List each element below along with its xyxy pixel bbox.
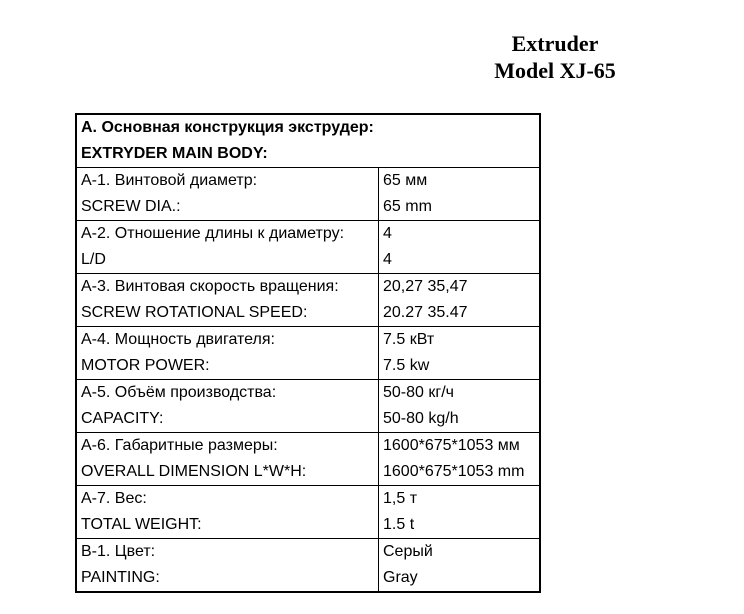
value-ru: 65 мм [383, 172, 428, 189]
value-cell [379, 274, 541, 327]
header-en: EXTRYDER MAIN BODY: [81, 145, 268, 162]
param-en: SCREW DIA.: [81, 198, 181, 215]
value-en: 1600*675*1053 mm [383, 463, 525, 480]
value-en: 4 [383, 251, 392, 268]
param-cell [76, 327, 379, 380]
header-ru: А. Основная конструкция экструдер: [81, 119, 374, 136]
table-row [76, 433, 540, 486]
table-row [76, 168, 540, 221]
param-cell [76, 380, 379, 433]
param-ru: А-2. Отношение длины к диаметру: [81, 225, 345, 242]
param-cell [76, 433, 379, 486]
table-row [76, 486, 540, 539]
value-cell [379, 168, 541, 221]
value-ru: 4 [383, 225, 392, 242]
value-ru: 1600*675*1053 мм [383, 437, 520, 454]
value-cell [379, 380, 541, 433]
table-row [76, 380, 540, 433]
value-ru: 50-80 кг/ч [383, 384, 454, 401]
param-ru: А-6. Габаритные размеры: [81, 437, 278, 454]
value-en: Gray [383, 569, 418, 586]
param-ru: В-1. Цвет: [81, 543, 156, 560]
table-row [76, 274, 540, 327]
table-header-cell [76, 114, 540, 168]
param-ru: А-3. Винтовая скорость вращения: [81, 278, 339, 295]
value-ru: 7.5 кВт [383, 331, 435, 348]
value-cell [379, 433, 541, 486]
title-line-1: Extruder [511, 31, 599, 56]
value-en: 50-80 kg/h [383, 410, 459, 427]
document-title [470, 30, 640, 84]
table-row [76, 539, 540, 593]
param-ru: А-7. Вес: [81, 490, 147, 507]
value-en: 65 mm [383, 198, 432, 215]
value-en: 20.27 35.47 [383, 304, 468, 321]
table-row [76, 221, 540, 274]
param-en: CAPACITY: [81, 410, 164, 427]
param-en: MOTOR POWER: [81, 357, 210, 374]
param-en: OVERALL DIMENSION L*W*H: [81, 463, 307, 480]
value-ru: Серый [383, 543, 433, 560]
param-cell [76, 168, 379, 221]
param-cell [76, 274, 379, 327]
value-cell [379, 539, 541, 593]
param-cell [76, 221, 379, 274]
param-ru: А-5. Объём производства: [81, 384, 277, 401]
param-ru: А-1. Винтовой диаметр: [81, 172, 258, 189]
param-en: TOTAL WEIGHT: [81, 516, 202, 533]
value-ru: 20,27 35,47 [383, 278, 468, 295]
value-cell [379, 486, 541, 539]
title-line-2: Model XJ-65 [494, 58, 616, 83]
param-cell [76, 486, 379, 539]
value-cell [379, 327, 541, 380]
value-en: 7.5 kw [383, 357, 430, 374]
table-row [76, 327, 540, 380]
param-cell [76, 539, 379, 593]
param-en: PAINTING: [81, 569, 160, 586]
param-en: SCREW ROTATIONAL SPEED: [81, 304, 308, 321]
value-en: 1.5 t [383, 516, 415, 533]
param-ru: А-4. Мощность двигателя: [81, 331, 275, 348]
value-ru: 1,5 т [383, 490, 418, 507]
param-en: L/D [81, 251, 106, 268]
spec-table [75, 113, 541, 593]
table-header-row [76, 114, 540, 168]
value-cell [379, 221, 541, 274]
